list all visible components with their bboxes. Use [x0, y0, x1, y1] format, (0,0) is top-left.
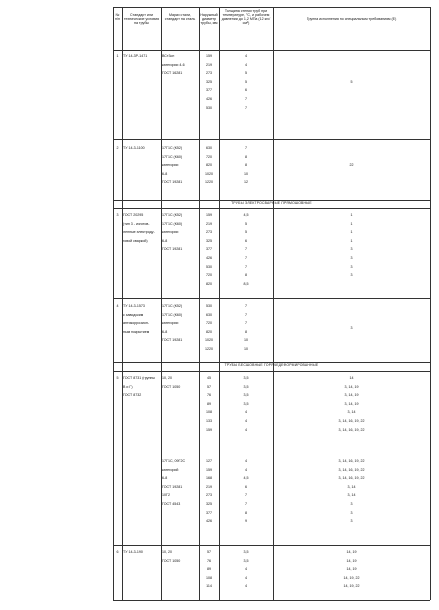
- row-number: [114, 459, 121, 468]
- header-diameter: Наружный диаметр трубы, мм: [200, 13, 218, 26]
- wall-thickness-value: 4: [245, 467, 247, 472]
- diameter-value: 720: [206, 273, 212, 278]
- diameter-value: 530: [206, 304, 212, 308]
- wall-thickness-value: 7: [245, 312, 247, 317]
- diameter-value: 219: [206, 221, 212, 226]
- diameter-value: 114: [206, 584, 212, 589]
- execution-group-cell: [274, 213, 429, 282]
- header-pressure: Толщина стенки труб при температуре, °С, и рабочем давлении до 1,2 МПа (12 кгс/см²): [221, 9, 271, 26]
- wall-thickness-cell: [220, 304, 272, 356]
- execution-group-value: 3: [350, 325, 353, 330]
- diameter-value: 720: [206, 321, 212, 326]
- wall-thickness-value: 7: [245, 501, 247, 506]
- steel-grade-line: ГОСТ 19281: [162, 338, 183, 343]
- steel-grade-cell: [162, 54, 198, 80]
- execution-group-value: 22: [349, 163, 354, 168]
- diameter-value: 325: [206, 79, 212, 84]
- diameter-value: 820: [206, 163, 212, 168]
- row-number: [114, 213, 121, 222]
- standard-line: ГОСТ 20295: [123, 213, 144, 217]
- steel-grade-line: ГОСТ 1050: [162, 558, 181, 563]
- wall-thickness-value: 7: [245, 493, 247, 498]
- steel-grade-cell: [162, 146, 198, 189]
- execution-group-cell: [274, 326, 429, 335]
- execution-group-value: 3, 14: [347, 484, 356, 489]
- header-num: № п/п: [115, 13, 120, 22]
- diameter-value: 377: [206, 510, 212, 515]
- wall-thickness-value: 8: [245, 329, 247, 334]
- steel-grade-cell: [162, 213, 198, 256]
- wall-thickness-value: 7: [245, 247, 247, 252]
- execution-group-value: 5: [350, 79, 353, 84]
- diameter-value: 219: [206, 62, 212, 67]
- standard-line: ГОСТ 8732: [123, 393, 142, 398]
- wall-thickness-cell: [220, 54, 272, 114]
- wall-thickness-value: 7: [245, 304, 247, 308]
- standard-line: В и Г): [123, 384, 133, 389]
- wall-thickness-value: 4: [245, 584, 247, 589]
- document-page: [113, 7, 430, 600]
- execution-group-value: 14, 19, 22: [343, 584, 360, 589]
- row-number-text: [114, 459, 121, 468]
- steel-grade-line: ГОСТ 19281: [162, 484, 183, 489]
- steel-grade-line: 6-8: [162, 238, 168, 243]
- standard-line: ТУ 14-3-1100: [123, 146, 145, 150]
- steel-grade-line: категории: [162, 321, 179, 326]
- wall-thickness-value: 4: [245, 418, 247, 423]
- diameter-value: 273: [206, 230, 212, 235]
- diameter-value: 630: [206, 312, 212, 317]
- wall-thickness-cell: [220, 459, 272, 528]
- wall-thickness-value: 4,5: [243, 476, 249, 481]
- diameter-value: 377: [206, 247, 212, 252]
- wall-thickness-value: 7: [245, 255, 247, 260]
- steel-grade-cell: [162, 376, 198, 393]
- execution-group-value: 3, 14, 16, 19, 22: [338, 418, 365, 423]
- diameter-value: 426: [206, 255, 212, 260]
- wall-thickness-value: 10: [244, 338, 248, 343]
- standard-line: ным покрытием: [123, 329, 150, 334]
- wall-thickness-value: 6: [245, 238, 247, 243]
- diameter-value: 159: [206, 467, 212, 472]
- diameter-cell: [200, 550, 218, 593]
- wall-thickness-value: 6: [245, 88, 247, 93]
- diameter-value: 1220: [205, 346, 213, 351]
- diameter-value: 377: [206, 88, 212, 93]
- execution-group-value: 3: [350, 264, 353, 269]
- diameter-value: 720: [206, 154, 212, 159]
- diameter-value: 127: [206, 459, 212, 463]
- execution-group-value: 3, 14, 16, 19, 22: [338, 467, 365, 472]
- standard-line: ленные электроду-: [123, 230, 155, 235]
- execution-group-value: 14, 19: [346, 567, 357, 572]
- row-number-text: 1: [116, 54, 119, 58]
- steel-grade-line: ГОСТ 19281: [162, 247, 183, 252]
- diameter-value: 45: [207, 376, 211, 380]
- execution-group-value: 3: [350, 519, 353, 524]
- wall-thickness-value: 6: [245, 484, 247, 489]
- steel-grade-cell: [162, 459, 198, 511]
- diameter-value: 76: [207, 393, 211, 398]
- wall-thickness-value: 7: [245, 96, 247, 101]
- execution-group-value: 14, 19, 22: [343, 575, 360, 580]
- execution-group-value: 1: [350, 238, 353, 243]
- steel-grade-line: ВСт3сп: [162, 54, 175, 58]
- wall-thickness-cell: [220, 213, 272, 290]
- steel-grade-cell: [162, 304, 198, 347]
- wall-thickness-value: 7: [245, 264, 247, 269]
- wall-thickness-value: 4,5: [243, 213, 249, 217]
- wall-thickness-value: 8: [245, 154, 247, 159]
- row-number: [114, 550, 121, 559]
- steel-grade-line: ГОСТ 1050: [162, 384, 181, 389]
- diameter-value: 630: [206, 146, 212, 150]
- execution-group-cell: [274, 550, 429, 593]
- steel-grade-line: 10Г2: [162, 493, 170, 498]
- diameter-value: 426: [206, 96, 212, 101]
- wall-thickness-value: 8,5: [243, 281, 249, 286]
- diameter-value: 1020: [205, 171, 213, 176]
- steel-grade-line: 17Г1С (К52): [162, 213, 183, 217]
- wall-thickness-value: 4: [245, 410, 247, 415]
- diameter-value: 57: [207, 550, 211, 554]
- execution-group-value: 3, 14: [347, 410, 356, 415]
- steel-grade-line: категорий: [162, 467, 179, 472]
- wall-thickness-value: 8: [245, 163, 247, 168]
- execution-group-value: 1: [350, 230, 353, 235]
- section-banner-welded: ТРУБЫ ЭЛЕКТРОСВАРНЫЕ ПРЯМОШОВНЫЕ: [231, 201, 312, 205]
- steel-grade-line: ГОСТ 16281: [162, 71, 183, 76]
- execution-group-cell: [274, 80, 429, 89]
- diameter-value: 325: [206, 238, 212, 243]
- wall-thickness-value: 4: [245, 427, 247, 432]
- row-number-text: 2: [116, 146, 119, 150]
- execution-group-value: 3: [350, 247, 353, 252]
- execution-group-value: 3, 14, 19: [344, 384, 359, 389]
- row-number: [114, 54, 121, 63]
- diameter-value: 133: [206, 418, 212, 423]
- wall-thickness-value: 4: [245, 459, 247, 463]
- execution-group-value: 3, 14, 19: [344, 401, 359, 406]
- standard-line: говой сваркой): [123, 238, 148, 243]
- wall-thickness-value: 7: [245, 146, 247, 150]
- diameter-cell: [200, 146, 218, 189]
- standard-line: ТУ 14-3-1573: [123, 304, 145, 308]
- diameter-value: 426: [206, 519, 212, 524]
- diameter-value: 273: [206, 493, 212, 498]
- diameter-value: 89: [207, 401, 211, 406]
- header-grade: Марки стали, стандарт на сталь: [164, 13, 196, 22]
- diameter-value: 168: [206, 476, 212, 481]
- steel-grade-line: ГОСТ 19281: [162, 180, 183, 185]
- standard-cell: [123, 376, 160, 402]
- header-standard: Стандарт или технические условия на трубы: [123, 13, 160, 26]
- diameter-value: 57: [207, 384, 211, 389]
- diameter-cell: [200, 304, 218, 356]
- execution-group-value: 3, 14, 19: [344, 393, 359, 398]
- diameter-value: 108: [206, 410, 212, 415]
- diameter-value: 530: [206, 264, 212, 269]
- standard-line: ГОСТ 8731 (группы: [123, 376, 155, 380]
- standard-cell: [123, 304, 160, 338]
- wall-thickness-value: 3,5: [243, 393, 249, 398]
- diameter-cell: [200, 213, 218, 290]
- wall-thickness-value: 4: [245, 575, 247, 580]
- wall-thickness-value: 3,5: [243, 558, 249, 563]
- diameter-value: 76: [207, 558, 211, 563]
- row-number: [114, 304, 121, 313]
- diameter-cell: [200, 376, 218, 436]
- steel-grade-line: 17Г1С (К60): [162, 312, 183, 317]
- diameter-value: 273: [206, 71, 212, 76]
- standard-line: ТУ 14-3Р-1471: [123, 54, 148, 58]
- standard-line: с заводским: [123, 312, 144, 317]
- execution-group-value: 3, 14, 16, 19, 22: [338, 459, 365, 463]
- wall-thickness-value: 4: [245, 62, 247, 67]
- standard-cell: [123, 213, 160, 247]
- wall-thickness-value: 5: [245, 71, 247, 76]
- steel-grade-cell: [162, 550, 198, 567]
- wall-thickness-value: 8: [245, 510, 247, 515]
- diameter-value: 530: [206, 105, 212, 110]
- diameter-value: 89: [207, 567, 211, 572]
- wall-thickness-value: 7: [245, 105, 247, 110]
- header-seismic-group: Группа исполнения по специальным требованиям (Е): [306, 17, 397, 21]
- wall-thickness-value: 3,5: [243, 376, 249, 380]
- wall-thickness-value: 5: [245, 221, 247, 226]
- wall-thickness-value: 5: [245, 230, 247, 235]
- execution-group-value: 14, 19: [346, 558, 357, 563]
- execution-group-cell: [274, 163, 429, 172]
- standard-line: (тип 3 - изготов-: [123, 221, 150, 226]
- steel-grade-line: 6-8: [162, 329, 168, 334]
- execution-group-value: 3, 14, 16, 19, 22: [338, 476, 365, 481]
- wall-thickness-value: 8: [245, 273, 247, 278]
- steel-grade-line: 10, 20: [162, 550, 172, 554]
- diameter-value: 325: [206, 501, 212, 506]
- steel-grade-line: 10, 20: [162, 376, 172, 380]
- wall-thickness-value: 4: [245, 54, 247, 58]
- row-number-text: 4: [116, 304, 119, 308]
- wall-thickness-cell: [220, 376, 272, 436]
- wall-thickness-value: 3,5: [243, 401, 249, 406]
- diameter-value: 1020: [205, 338, 213, 343]
- diameter-value: 219: [206, 484, 212, 489]
- execution-group-cell: [274, 459, 429, 528]
- execution-group-value: 1: [350, 221, 353, 226]
- wall-thickness-value: 7: [245, 321, 247, 326]
- steel-grade-line: категории: [162, 163, 179, 168]
- steel-grade-line: ГОСТ 4543: [162, 501, 181, 506]
- diameter-value: 820: [206, 281, 212, 286]
- standard-line: антикоррозион-: [123, 321, 150, 326]
- wall-thickness-value: 10: [244, 346, 248, 351]
- steel-grade-line: категории 4-6: [162, 62, 185, 67]
- standard-cell: [123, 146, 160, 155]
- wall-thickness-value: 5: [245, 79, 247, 84]
- wall-thickness-value: 3,5: [243, 384, 249, 389]
- execution-group-value: 3, 14: [347, 493, 356, 498]
- diameter-value: 159: [206, 427, 212, 432]
- execution-group-value: 14, 19: [346, 550, 357, 554]
- execution-group-cell: [274, 376, 429, 436]
- diameter-cell: [200, 54, 218, 114]
- row-number-text: 5: [116, 376, 119, 380]
- diameter-cell: [200, 459, 218, 528]
- diameter-value: 1220: [205, 180, 213, 185]
- steel-grade-line: категории: [162, 230, 179, 235]
- execution-group-value: 3: [350, 255, 353, 260]
- execution-group-value: 3: [350, 510, 353, 515]
- diameter-value: 108: [206, 575, 212, 580]
- row-number: [114, 376, 121, 385]
- steel-grade-line: 17Г1С (К52): [162, 146, 183, 150]
- execution-group-value: 3: [350, 501, 353, 506]
- diameter-value: 159: [206, 54, 212, 58]
- wall-thickness-value: 12: [244, 180, 248, 185]
- standard-cell: [123, 550, 160, 559]
- standard-line: ТУ 14-3-190: [123, 550, 143, 554]
- steel-grade-line: 17Г1С (К60): [162, 221, 183, 226]
- steel-grade-line: 17Г1С, 09Г2С: [162, 459, 186, 463]
- steel-grade-line: 17Г1С (К60): [162, 154, 183, 159]
- section-banner-seamless: ТРУБЫ БЕСШОВНЫЕ ГОРЯЧЕДЕФОРМИРОВАННЫЕ: [224, 363, 319, 367]
- row-number-text: 6: [116, 550, 119, 554]
- execution-group-value: 3: [350, 273, 353, 278]
- steel-grade-line: 6-8: [162, 476, 168, 481]
- steel-grade-line: 17Г1С (К52): [162, 304, 183, 308]
- diameter-value: 820: [206, 329, 212, 334]
- execution-group-value: 14: [349, 376, 354, 380]
- standard-cell: [123, 54, 160, 63]
- steel-grade-line: 6-8: [162, 171, 168, 176]
- wall-thickness-value: 3,5: [243, 550, 249, 554]
- wall-thickness-cell: [220, 550, 272, 593]
- execution-group-value: 1: [350, 213, 353, 217]
- row-number: [114, 146, 121, 155]
- diameter-value: 159: [206, 213, 212, 217]
- wall-thickness-value: 4: [245, 567, 247, 572]
- row-number-text: 3: [116, 213, 119, 217]
- execution-group-value: 3, 14, 16, 19, 22: [338, 427, 365, 432]
- wall-thickness-value: 9: [245, 519, 247, 524]
- wall-thickness-cell: [220, 146, 272, 189]
- wall-thickness-value: 10: [244, 171, 248, 176]
